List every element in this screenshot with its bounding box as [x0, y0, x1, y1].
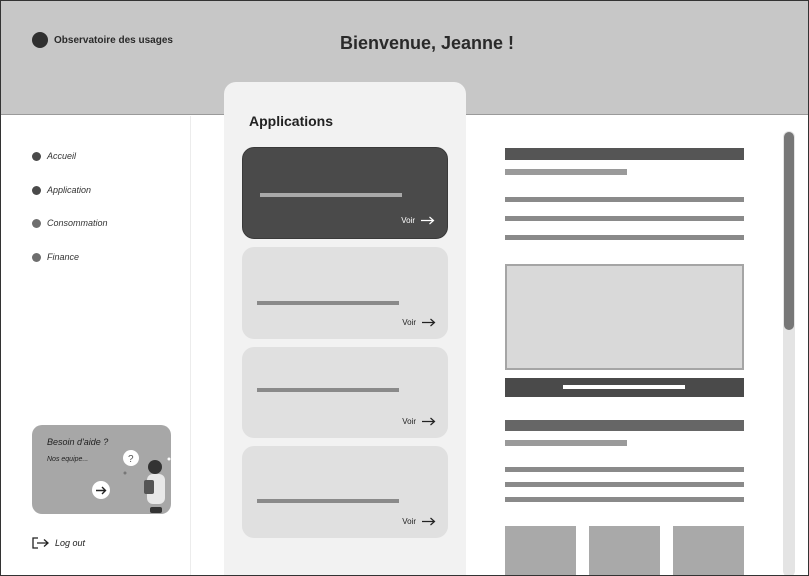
welcome-title: Bienvenue, Jeanne !: [339, 33, 515, 53]
arrow-right-icon: [422, 417, 436, 426]
app-card[interactable]: [242, 247, 448, 339]
arrow-right-icon: [96, 486, 107, 495]
arrow-right-icon: [422, 517, 436, 526]
app-card-placeholder-line: [257, 499, 399, 503]
content-image-placeholder: [505, 264, 744, 370]
content-text-line: [505, 482, 744, 487]
sidebar-item-label: Consommation: [47, 218, 108, 228]
content-heading-bar: [505, 420, 744, 431]
nav-dot-icon: [32, 253, 41, 262]
content-text-line: [505, 235, 744, 240]
content-button-label-line: [563, 385, 685, 389]
app-card[interactable]: [242, 446, 448, 538]
content-thumbnail[interactable]: [589, 526, 660, 576]
content-subheading-line: [505, 440, 627, 446]
content-text-line: [505, 216, 744, 221]
scrollbar-thumb[interactable]: [784, 132, 794, 330]
sidebar-item-label: Finance: [47, 252, 80, 262]
content-action-button[interactable]: [505, 378, 744, 397]
voir-label: Voir: [402, 417, 416, 426]
content-subheading-line: [505, 169, 627, 175]
help-illustration-icon: [122, 447, 171, 514]
svg-text:?: ?: [128, 454, 134, 465]
voir-link[interactable]: [402, 417, 436, 426]
voir-label: Voir: [401, 216, 415, 225]
sidebar-item-label: Application: [47, 185, 92, 195]
sidebar-item-accueil[interactable]: [32, 151, 76, 161]
logout-label: Log out: [55, 538, 86, 548]
nav-dot-icon: [32, 186, 41, 195]
app-card-placeholder-line: [260, 193, 402, 197]
app-card-placeholder-line: [257, 301, 399, 305]
nav-dot-icon: [32, 219, 41, 228]
help-subtitle: Nos equipe...: [47, 456, 89, 463]
sidebar-item-consommation[interactable]: [32, 218, 108, 228]
sidebar-item-finance[interactable]: [32, 252, 79, 262]
app-card-placeholder-line: [257, 388, 399, 392]
voir-link[interactable]: [402, 517, 436, 526]
applications-panel: [224, 82, 466, 576]
content-thumbnail[interactable]: [505, 526, 576, 576]
content-heading-bar: [505, 148, 744, 160]
logout-button[interactable]: [32, 537, 85, 549]
voir-link[interactable]: [402, 318, 436, 327]
content-thumbnail[interactable]: [673, 526, 744, 576]
help-arrow-button[interactable]: [92, 481, 110, 499]
arrow-right-icon: [422, 318, 436, 327]
voir-label: Voir: [402, 318, 416, 327]
sidebar-item-label: Accueil: [47, 151, 77, 161]
content-text-line: [505, 497, 744, 502]
help-title: Besoin d'aide ?: [47, 437, 109, 447]
arrow-right-icon: [421, 216, 435, 225]
help-card[interactable]: [32, 425, 171, 514]
content-text-line: [505, 197, 744, 202]
applications-title: Applications: [249, 113, 334, 129]
voir-label: Voir: [402, 517, 416, 526]
sidebar: [1, 116, 191, 576]
sidebar-item-application[interactable]: [32, 185, 91, 195]
brand-name: Observatoire des usages: [54, 34, 173, 46]
nav-dot-icon: [32, 152, 41, 161]
app-card[interactable]: [242, 147, 448, 239]
logout-icon: [32, 537, 50, 549]
app-card[interactable]: [242, 347, 448, 438]
voir-link[interactable]: [401, 216, 435, 225]
content-text-line: [505, 467, 744, 472]
